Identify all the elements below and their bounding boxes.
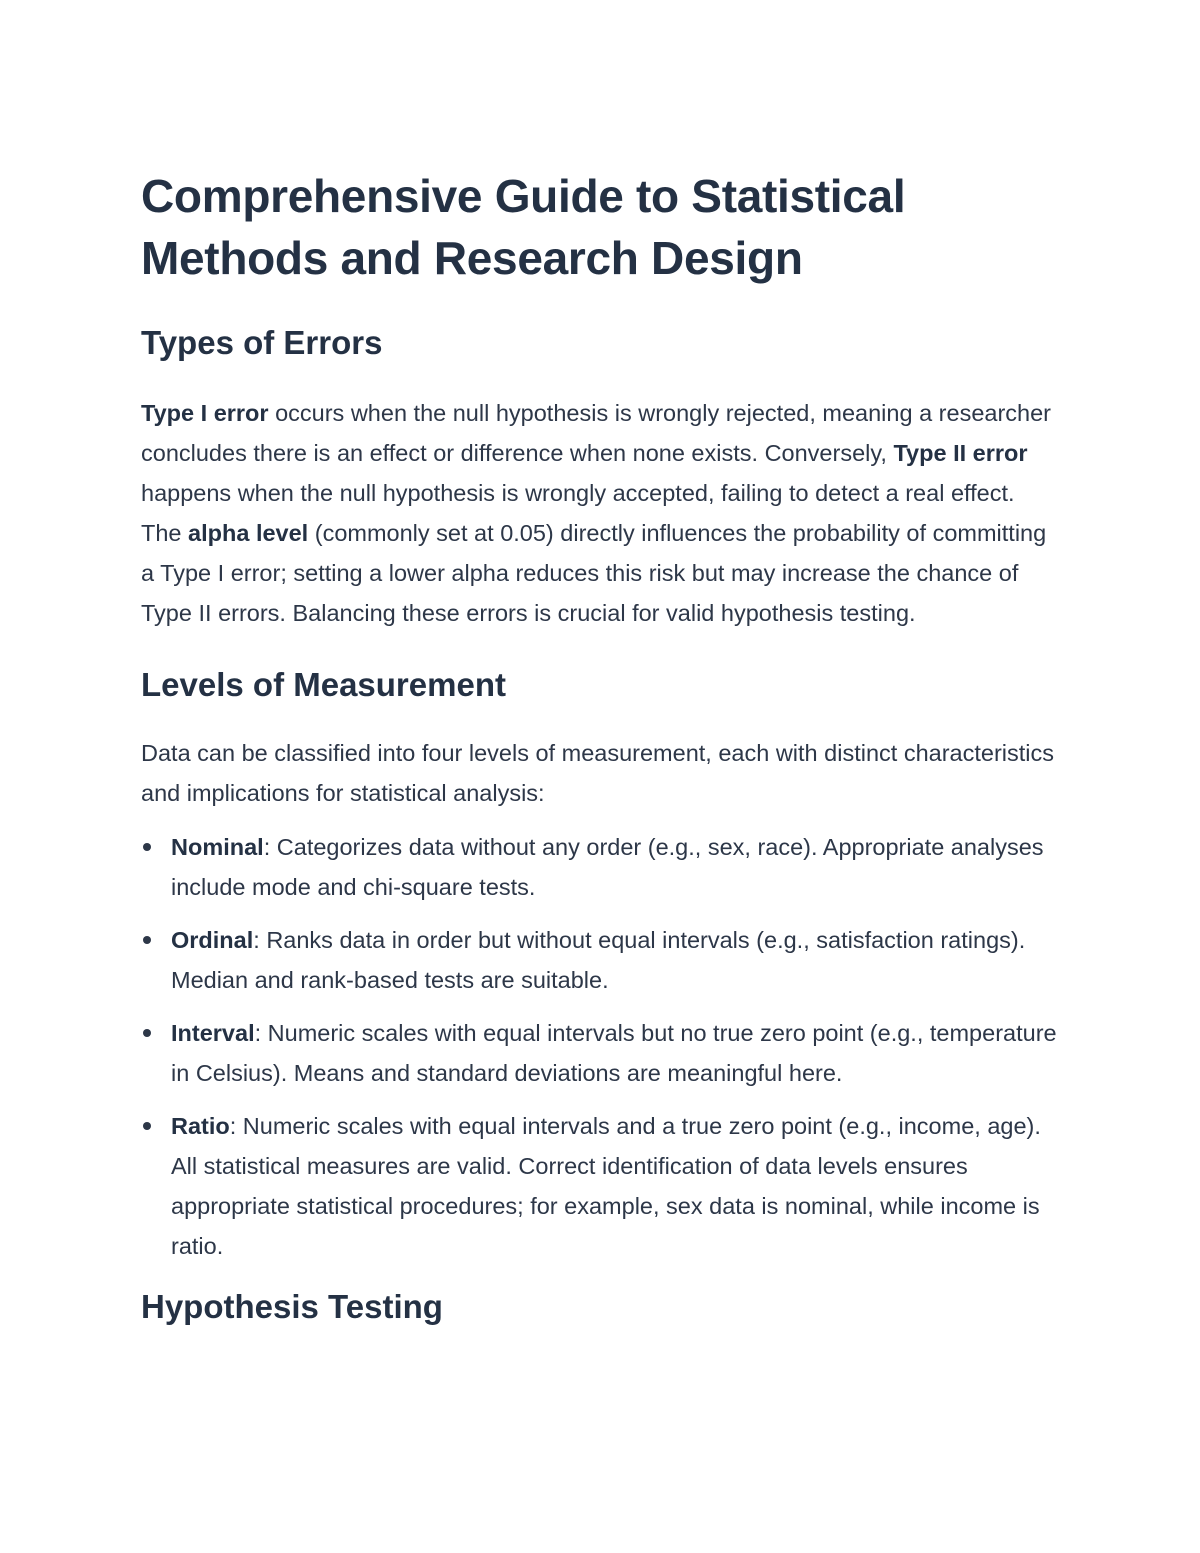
list-item-ordinal <box>141 920 1060 1000</box>
bullet-icon <box>143 1029 151 1037</box>
section-heading-types-of-errors: Types of Errors <box>141 324 383 361</box>
bullet-icon <box>143 1122 151 1130</box>
paragraph-text: (commonly set at 0.05) directly influences the probability of committing a Type I error; setting a lower alpha reduces this risk but may increase the chance of Type II errors. Balancing these errors is crucial for valid hypothesis testing. <box>141 520 1047 626</box>
list-item-text: : Numeric scales with equal intervals and a true zero point (e.g., income, age). All statistical measures are valid. Correct identification of data levels ensures appropriate statistical procedures; for example, sex data is nominal, while income is ratio. <box>171 1113 1041 1259</box>
list-item-nominal <box>141 827 1060 907</box>
list-item-term: Ratio <box>171 1113 230 1139</box>
levels-list <box>141 827 1060 1266</box>
list-item-term: Nominal <box>171 834 264 860</box>
list-item-text: : Numeric scales with equal intervals but no true zero point (e.g., temperature in Celsius). Means and standard deviations are meaningful here. <box>171 1020 1057 1086</box>
list-item-term: Interval <box>171 1020 255 1046</box>
bullet-icon <box>143 843 151 851</box>
list-item-text: : Categorizes data without any order (e.g., sex, race). Appropriate analyses include mode and chi-square tests. <box>171 834 1044 900</box>
types-of-errors-paragraph <box>141 393 1060 633</box>
term-type-2-error: Type II error <box>893 440 1028 466</box>
list-item-term: Ordinal <box>171 927 254 953</box>
section-heading-hypothesis-testing: Hypothesis Testing <box>141 1288 443 1325</box>
levels-intro-paragraph: Data can be classified into four levels of measurement, each with distinct characteristics and implications for statistical analysis: <box>141 740 1055 806</box>
term-type-1-error: Type I error <box>141 400 269 426</box>
document-title: Comprehensive Guide to Statistical Methods and Research Design <box>141 170 906 284</box>
list-item-ratio <box>141 1106 1060 1266</box>
paragraph-text: happens when the null hypothesis is wrongly accepted, failing to detect a real effect. The <box>141 480 1015 546</box>
paragraph-text: occurs when the null hypothesis is wrongly rejected, meaning a researcher concludes there is an effect or difference when none exists. Conversely, <box>141 400 1051 466</box>
section-heading-levels-of-measurement: Levels of Measurement <box>141 666 506 703</box>
bullet-icon <box>143 936 151 944</box>
list-item-text: : Ranks data in order but without equal intervals (e.g., satisfaction ratings). Median and rank-based tests are suitable. <box>171 927 1026 993</box>
term-alpha-level: alpha level <box>188 520 309 546</box>
list-item-interval <box>141 1013 1060 1093</box>
